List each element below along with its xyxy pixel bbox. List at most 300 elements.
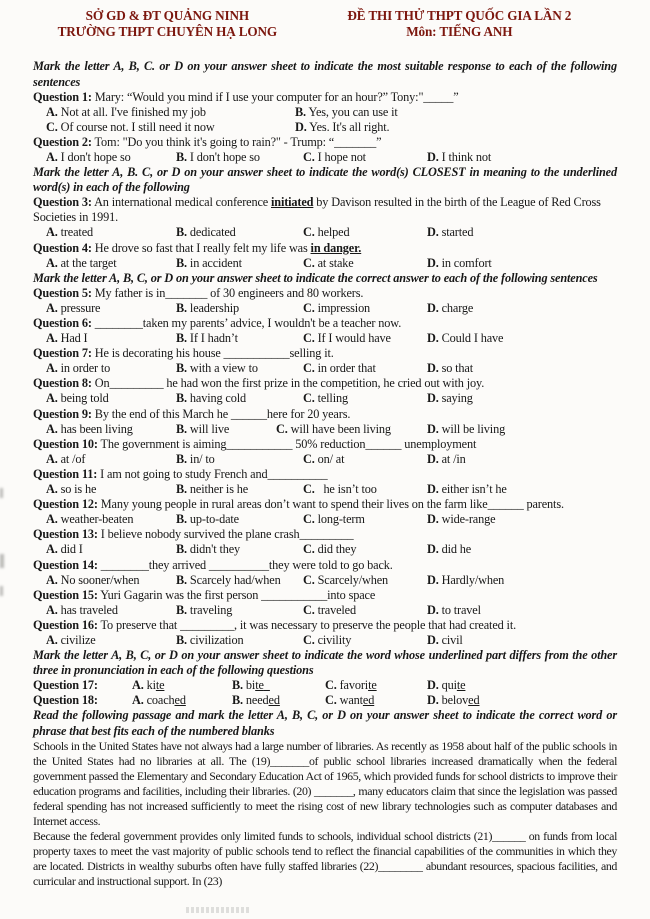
option-text: I think not — [441, 149, 492, 164]
option-letter: B. — [176, 482, 187, 497]
q7-number: Question 7: — [33, 346, 92, 361]
q1-option-c — [46, 120, 295, 135]
option-text: civility — [317, 632, 352, 647]
option-letter: D. — [427, 391, 439, 406]
option-letter: A. — [46, 300, 58, 315]
q3-option-b — [176, 225, 303, 240]
option-letter: D. — [427, 331, 439, 346]
option-text: at /in — [441, 451, 466, 466]
q14-text: ________they arrived __________they were told to go back. — [100, 557, 393, 572]
option-text: so that — [441, 361, 473, 376]
option-letter: D. — [427, 572, 439, 587]
option-letter: B. — [176, 512, 187, 527]
q4-option-d — [427, 256, 617, 271]
option-text: being told — [60, 391, 109, 406]
q18-option-a — [132, 693, 232, 708]
option-text: Scarcely/when — [317, 572, 389, 587]
question-13 — [33, 527, 617, 557]
q12-number: Question 12: — [33, 497, 98, 512]
option-letter: B. — [176, 361, 187, 376]
q11-text: I am not going to study French and__________ — [100, 466, 328, 481]
option-text: did he — [441, 542, 472, 557]
question-12 — [33, 497, 617, 527]
option-letter: A. — [46, 104, 58, 119]
q9-option-c — [276, 422, 427, 437]
option-letter: D. — [427, 678, 439, 693]
option-letter: A. — [46, 451, 58, 466]
word-post: _ — [263, 678, 270, 693]
word-underlined-part: te — [368, 678, 377, 693]
option-letter: A. — [132, 678, 144, 693]
option-letter: C. — [303, 331, 315, 346]
q8-option-d — [427, 391, 617, 406]
option-text: started — [441, 225, 474, 240]
option-text: treated — [60, 225, 93, 240]
q2-number: Question 2: — [33, 134, 92, 149]
question-17 — [33, 678, 617, 693]
option-letter: B. — [176, 421, 187, 436]
option-text: Had I — [60, 331, 88, 346]
instruction-closest-meaning: Mark the letter A, B. C, or D on your answer sheet to indicate the word(s) CLOSEST in meaning to the underlined word(s) in each of the following — [33, 165, 617, 195]
question-2 — [33, 135, 617, 165]
word-pre: belov — [441, 693, 469, 708]
q13-stem — [33, 527, 617, 542]
option-text: impression — [317, 300, 371, 315]
exam-subject: Môn: TIẾNG ANH — [406, 24, 513, 40]
q3-stem — [33, 195, 617, 225]
option-text: If I would have — [317, 331, 391, 346]
option-text: dedicated — [189, 225, 236, 240]
q8-text: On_________ he had won the first prize in the competition, he cried out with joy. — [94, 376, 485, 391]
option-text: I hope not — [317, 149, 366, 164]
option-text: on/ at — [317, 451, 345, 466]
word-underlined-part: ed — [468, 693, 480, 708]
word-underlined-part: ed — [362, 693, 375, 708]
option-letter: D. — [427, 693, 439, 708]
q6-option-b — [176, 331, 303, 346]
q9-text: By the end of this March he ______here for 20 years. — [94, 406, 351, 421]
q18-option-d — [427, 693, 617, 708]
instruction-correct-answer: Mark the letter A, B, C, or D on your answer sheet to indicate the correct answer to each of the following sentences — [33, 270, 598, 285]
q3-number: Question 3: — [33, 195, 92, 210]
option-text: will be living — [441, 421, 506, 436]
option-letter: A. — [46, 632, 58, 647]
option-letter: D. — [427, 632, 439, 647]
option-letter: C. — [303, 451, 315, 466]
option-text: I don't hope so — [189, 149, 260, 164]
option-letter: C. — [325, 693, 337, 708]
school-name: TRƯỜNG THPT CHUYÊN HẠ LONG — [57, 24, 277, 40]
question-14 — [33, 558, 617, 588]
option-letter: A. — [132, 693, 144, 708]
q5-option-b — [176, 301, 303, 316]
option-letter: D. — [427, 542, 439, 557]
q9-option-a — [46, 422, 176, 437]
option-letter: D. — [427, 451, 439, 466]
option-letter: D. — [427, 225, 439, 240]
option-letter: A. — [46, 361, 58, 376]
q11-option-a — [46, 482, 176, 497]
q15-option-b — [176, 603, 303, 618]
option-text: Not at all. I've finished my job — [60, 104, 206, 119]
word-pre: ki — [146, 678, 156, 693]
q4-underlined-word: in danger. — [310, 240, 362, 255]
q13-option-a — [46, 542, 176, 557]
question-5 — [33, 286, 617, 316]
option-text: saying — [441, 391, 473, 406]
q17-option-c — [325, 678, 427, 693]
option-letter: D. — [427, 255, 439, 270]
q18-number: Question 18: — [33, 693, 98, 708]
option-letter: B. — [176, 225, 187, 240]
q11-stem — [33, 467, 617, 482]
q15-option-c — [303, 603, 427, 618]
option-text: in comfort — [441, 255, 492, 270]
option-letter: B. — [176, 632, 187, 647]
q7-text: He is decorating his house ___________selling it. — [94, 346, 334, 361]
q16-option-c — [303, 633, 427, 648]
option-word — [340, 693, 375, 707]
q5-number: Question 5: — [33, 285, 92, 300]
q3-option-d — [427, 225, 617, 240]
q10-option-d — [427, 452, 617, 467]
q12-text: Many young people in rural areas don’t want to spend their lives on the farm like______ parents. — [100, 497, 564, 512]
q8-option-b — [176, 391, 303, 406]
q16-option-a — [46, 633, 176, 648]
q1-options — [46, 105, 617, 135]
option-text: in order to — [60, 361, 111, 376]
q14-stem — [33, 558, 617, 573]
option-text: will live — [189, 421, 230, 436]
q7-option-d — [427, 361, 617, 376]
option-text: wide-range — [441, 512, 496, 527]
option-letter: A. — [46, 149, 58, 164]
option-letter: C. — [303, 602, 315, 617]
q18-option-b — [232, 693, 325, 708]
q2-option-c — [303, 150, 427, 165]
option-text: Yes. It's all right. — [309, 119, 390, 134]
option-letter: B. — [176, 391, 187, 406]
question-8 — [33, 376, 617, 406]
q9-option-b — [176, 422, 276, 437]
option-text: neither is he — [189, 482, 249, 497]
option-text: civil — [441, 632, 463, 647]
q4-stem — [33, 241, 617, 256]
q6-option-d — [427, 331, 617, 346]
option-text: weather-beaten — [60, 512, 134, 527]
q7-option-b — [176, 361, 303, 376]
option-text: either isn’t he — [441, 482, 507, 497]
q14-number: Question 14: — [33, 557, 98, 572]
q12-option-a — [46, 512, 176, 527]
q13-option-b — [176, 542, 303, 557]
option-letter: C. — [303, 225, 315, 240]
option-letter: D. — [427, 512, 439, 527]
q17-option-a — [132, 678, 232, 693]
q4-text-pre: He drove so fast that I really felt my life was — [94, 240, 311, 255]
option-letter: C. — [276, 421, 288, 436]
q16-number: Question 16: — [33, 617, 98, 632]
option-word — [442, 693, 480, 707]
option-text: did they — [317, 542, 357, 557]
option-word — [246, 678, 270, 692]
q1-option-b — [295, 105, 617, 120]
question-15 — [33, 588, 617, 618]
q15-option-d — [427, 603, 617, 618]
option-letter: D. — [427, 602, 439, 617]
option-letter: A. — [46, 602, 58, 617]
q16-text: To preserve that _________, it was necessary to preserve the people that had created it. — [100, 617, 517, 632]
q15-option-a — [46, 603, 176, 618]
option-letter: C. — [303, 482, 315, 497]
q10-text: The government is aiming___________ 50% reduction______ unemployment — [100, 436, 477, 451]
q13-option-d — [427, 542, 617, 557]
option-text: civilization — [189, 632, 244, 647]
q3-option-a — [46, 225, 176, 240]
q1-number: Question 1: — [33, 89, 92, 104]
cloze-passage-paragraph-2: Because the federal government provides only limited funds to schools, individual school districts (21)______ on funds from local property taxes to meet the vast majority of public schools tend to reflect the financial capabilities of the communities in which they are located. Districts in wealthy suburbs often have fully staffed libraries (22)________ abundant resources, spacious facilities, and curricular and instructional support. In (23) — [33, 829, 617, 889]
q4-option-b — [176, 256, 303, 271]
option-text: Scarcely had/when — [189, 572, 281, 587]
question-9 — [33, 407, 617, 437]
option-letter: B. — [232, 678, 243, 693]
option-letter: B. — [176, 300, 187, 315]
q6-option-a — [46, 331, 176, 346]
issuing-organization — [33, 8, 302, 40]
question-4 — [33, 241, 617, 271]
scan-edge-smudge — [0, 554, 4, 568]
option-letter: B. — [176, 572, 187, 587]
q9-option-d — [427, 422, 617, 437]
q9-stem — [33, 407, 617, 422]
q7-options — [46, 361, 617, 376]
option-text: didn't they — [189, 542, 241, 557]
word-underlined-part: te — [155, 678, 165, 693]
option-text: pressure — [60, 300, 101, 315]
q7-option-c — [303, 361, 427, 376]
q6-number: Question 6: — [33, 316, 92, 330]
option-text: Hardly/when — [441, 572, 505, 587]
q12-stem — [33, 497, 617, 512]
q1-option-a — [46, 105, 295, 120]
document-header — [33, 8, 617, 40]
q7-stem — [33, 346, 617, 361]
q8-number: Question 8: — [33, 376, 92, 391]
option-letter: A. — [46, 572, 58, 587]
option-word — [442, 678, 466, 692]
q5-stem — [33, 286, 617, 301]
option-text: Yes, you can use it — [308, 104, 398, 119]
option-text: with a view to — [189, 361, 258, 376]
q17-number: Question 17: — [33, 678, 98, 693]
option-text: in order that — [317, 361, 376, 376]
q14-option-d — [427, 573, 617, 588]
q4-number: Question 4: — [33, 240, 92, 255]
q15-options — [46, 603, 617, 618]
option-letter: A. — [46, 391, 58, 406]
option-text: Of course not. I still need it now — [60, 119, 215, 134]
option-letter: C. — [46, 119, 58, 134]
question-1 — [33, 90, 617, 135]
word-underlined-part: ed — [174, 693, 186, 708]
q6-text: ________taken my parents’ advice, I wouldn't be a teacher now. — [94, 316, 402, 330]
q10-option-b — [176, 452, 303, 467]
q2-stem — [33, 135, 617, 150]
q1-stem — [33, 90, 617, 105]
q10-number: Question 10: — [33, 436, 98, 451]
option-text: in accident — [189, 255, 242, 270]
instruction-pronunciation: Mark the letter A, B, C, or D on your answer sheet to indicate the word whose underlined part differs from the other three in pronunciation in each of the following questions — [33, 648, 617, 678]
option-letter: C. — [303, 391, 315, 406]
option-text: traveling — [189, 602, 233, 617]
exam-title-block — [302, 8, 617, 40]
exam-title: ĐỀ THI THỬ THPT QUỐC GIA LẦN 2 — [347, 8, 572, 23]
option-text: charge — [441, 300, 474, 315]
question-3 — [33, 195, 617, 240]
q14-option-b — [176, 573, 303, 588]
option-letter: D. — [427, 361, 439, 376]
cloze-passage-paragraph-1: Schools in the United States have not always had a large number of libraries. As recently as 1958 about half of the public schools in the United States had no libraries at all. The (19)_______of public school libraries increased dramatically when the federal government passed the Elementary and Secondary Education Act of 1965, which provided funds for school districts to improve their education programs and facilities, including their libraries. (20) _______, many educators claim that since the legislation was passed federal spending has not increased sufficiently to meet the rising cost of new library technologies such as computer databases and Internet access. — [33, 738, 617, 829]
option-letter: A. — [46, 421, 58, 436]
word-pre: need — [245, 693, 269, 708]
q12-option-d — [427, 512, 617, 527]
word-underlined-part: ed — [268, 693, 280, 708]
option-text: has traveled — [60, 602, 118, 617]
question-18 — [33, 693, 617, 708]
q7-option-a — [46, 361, 176, 376]
q3-text-post: by Davison resulted in the birth of the League of Red Cross Societies in 1991. — [33, 195, 601, 225]
question-7 — [33, 346, 617, 376]
option-letter: A. — [46, 255, 58, 270]
q14-option-c — [303, 573, 427, 588]
q9-number: Question 9: — [33, 406, 92, 421]
q2-options — [46, 150, 617, 165]
option-text: has been living — [60, 421, 133, 436]
q5-option-c — [303, 301, 427, 316]
option-letter: B. — [176, 451, 187, 466]
option-text: telling — [317, 391, 348, 406]
q5-text: My father is in_______ of 30 engineers and 80 workers. — [94, 285, 364, 300]
option-letter: A. — [46, 225, 58, 240]
q5-option-d — [427, 301, 617, 316]
q3-text-pre: An international medical conference — [94, 195, 271, 210]
q11-option-b — [176, 482, 303, 497]
q14-options — [46, 573, 617, 588]
option-letter: A. — [46, 331, 58, 346]
option-letter: A. — [46, 512, 58, 527]
q16-option-d — [427, 633, 617, 648]
option-letter: A. — [46, 482, 58, 497]
option-letter: B. — [176, 602, 187, 617]
q6-options — [46, 331, 617, 346]
option-text: at the target — [60, 255, 117, 270]
option-letter: D. — [427, 421, 439, 436]
option-text: up-to-date — [189, 512, 239, 527]
q11-number: Question 11: — [33, 466, 98, 481]
word-underlined-part: te — [456, 678, 466, 693]
q2-option-a — [46, 150, 176, 165]
q6-stem — [33, 316, 617, 331]
option-letter: C. — [325, 678, 337, 693]
option-text: civilize — [60, 632, 96, 647]
option-text: helped — [317, 225, 350, 240]
word-pre: favori — [339, 678, 369, 693]
word-pre: want — [339, 693, 363, 708]
q16-option-b — [176, 633, 303, 648]
q12-options — [46, 512, 617, 527]
option-word — [147, 678, 165, 692]
option-text: he isn’t too — [323, 482, 377, 497]
question-16 — [33, 618, 617, 648]
option-word — [147, 693, 186, 707]
question-10 — [33, 437, 617, 467]
option-letter: C. — [303, 572, 315, 587]
q8-stem — [33, 376, 617, 391]
option-letter: C. — [303, 300, 315, 315]
option-text: long-term — [317, 512, 365, 527]
q2-text: Tom: "Do you think it's going to rain?" - Trump: “_______” — [94, 134, 382, 149]
q15-stem — [33, 588, 617, 603]
scan-edge-smudge — [0, 586, 3, 596]
option-letter: C. — [303, 149, 315, 164]
option-letter: A. — [46, 542, 58, 557]
q15-text: Yuri Gagarin was the first person ___________into space — [100, 587, 376, 602]
q14-option-a — [46, 573, 176, 588]
option-letter: B. — [176, 149, 187, 164]
q13-text: I believe nobody survived the plane crash_________ — [100, 527, 354, 542]
q3-underlined-word: initiated — [271, 195, 314, 210]
q10-option-a — [46, 452, 176, 467]
option-text: If I hadn’t — [189, 331, 238, 346]
q4-options — [46, 256, 617, 271]
q8-options — [46, 391, 617, 406]
q5-options — [46, 301, 617, 316]
option-text: did I — [60, 542, 83, 557]
option-text: I don't hope so — [60, 149, 131, 164]
q11-option-d — [427, 482, 617, 497]
option-text: No sooner/when — [60, 572, 140, 587]
q2-option-b — [176, 150, 303, 165]
option-letter: B. — [176, 331, 187, 346]
q11-options — [46, 482, 617, 497]
option-letter: D. — [295, 119, 307, 134]
option-text: will have been living — [290, 421, 391, 436]
q18-option-c — [325, 693, 427, 708]
option-text: having cold — [189, 391, 246, 406]
q12-option-c — [303, 512, 427, 527]
option-letter: C. — [303, 512, 315, 527]
scan-footer-artifact — [186, 907, 250, 913]
option-text: at stake — [317, 255, 354, 270]
question-11 — [33, 467, 617, 497]
q3-options — [46, 225, 617, 240]
option-word — [340, 678, 377, 692]
q16-options — [46, 633, 617, 648]
q17-option-d — [427, 678, 617, 693]
option-letter: D. — [427, 482, 439, 497]
option-word — [246, 693, 280, 707]
word-pre: qui — [441, 678, 457, 693]
q4-option-a — [46, 256, 176, 271]
q3-option-c — [303, 225, 427, 240]
option-letter: B. — [232, 693, 243, 708]
option-letter: D. — [427, 149, 439, 164]
option-text: in/ to — [189, 451, 215, 466]
q10-options — [46, 452, 617, 467]
scan-edge-smudge — [0, 488, 3, 498]
q5-option-a — [46, 301, 176, 316]
word-pre: coach — [146, 693, 175, 708]
